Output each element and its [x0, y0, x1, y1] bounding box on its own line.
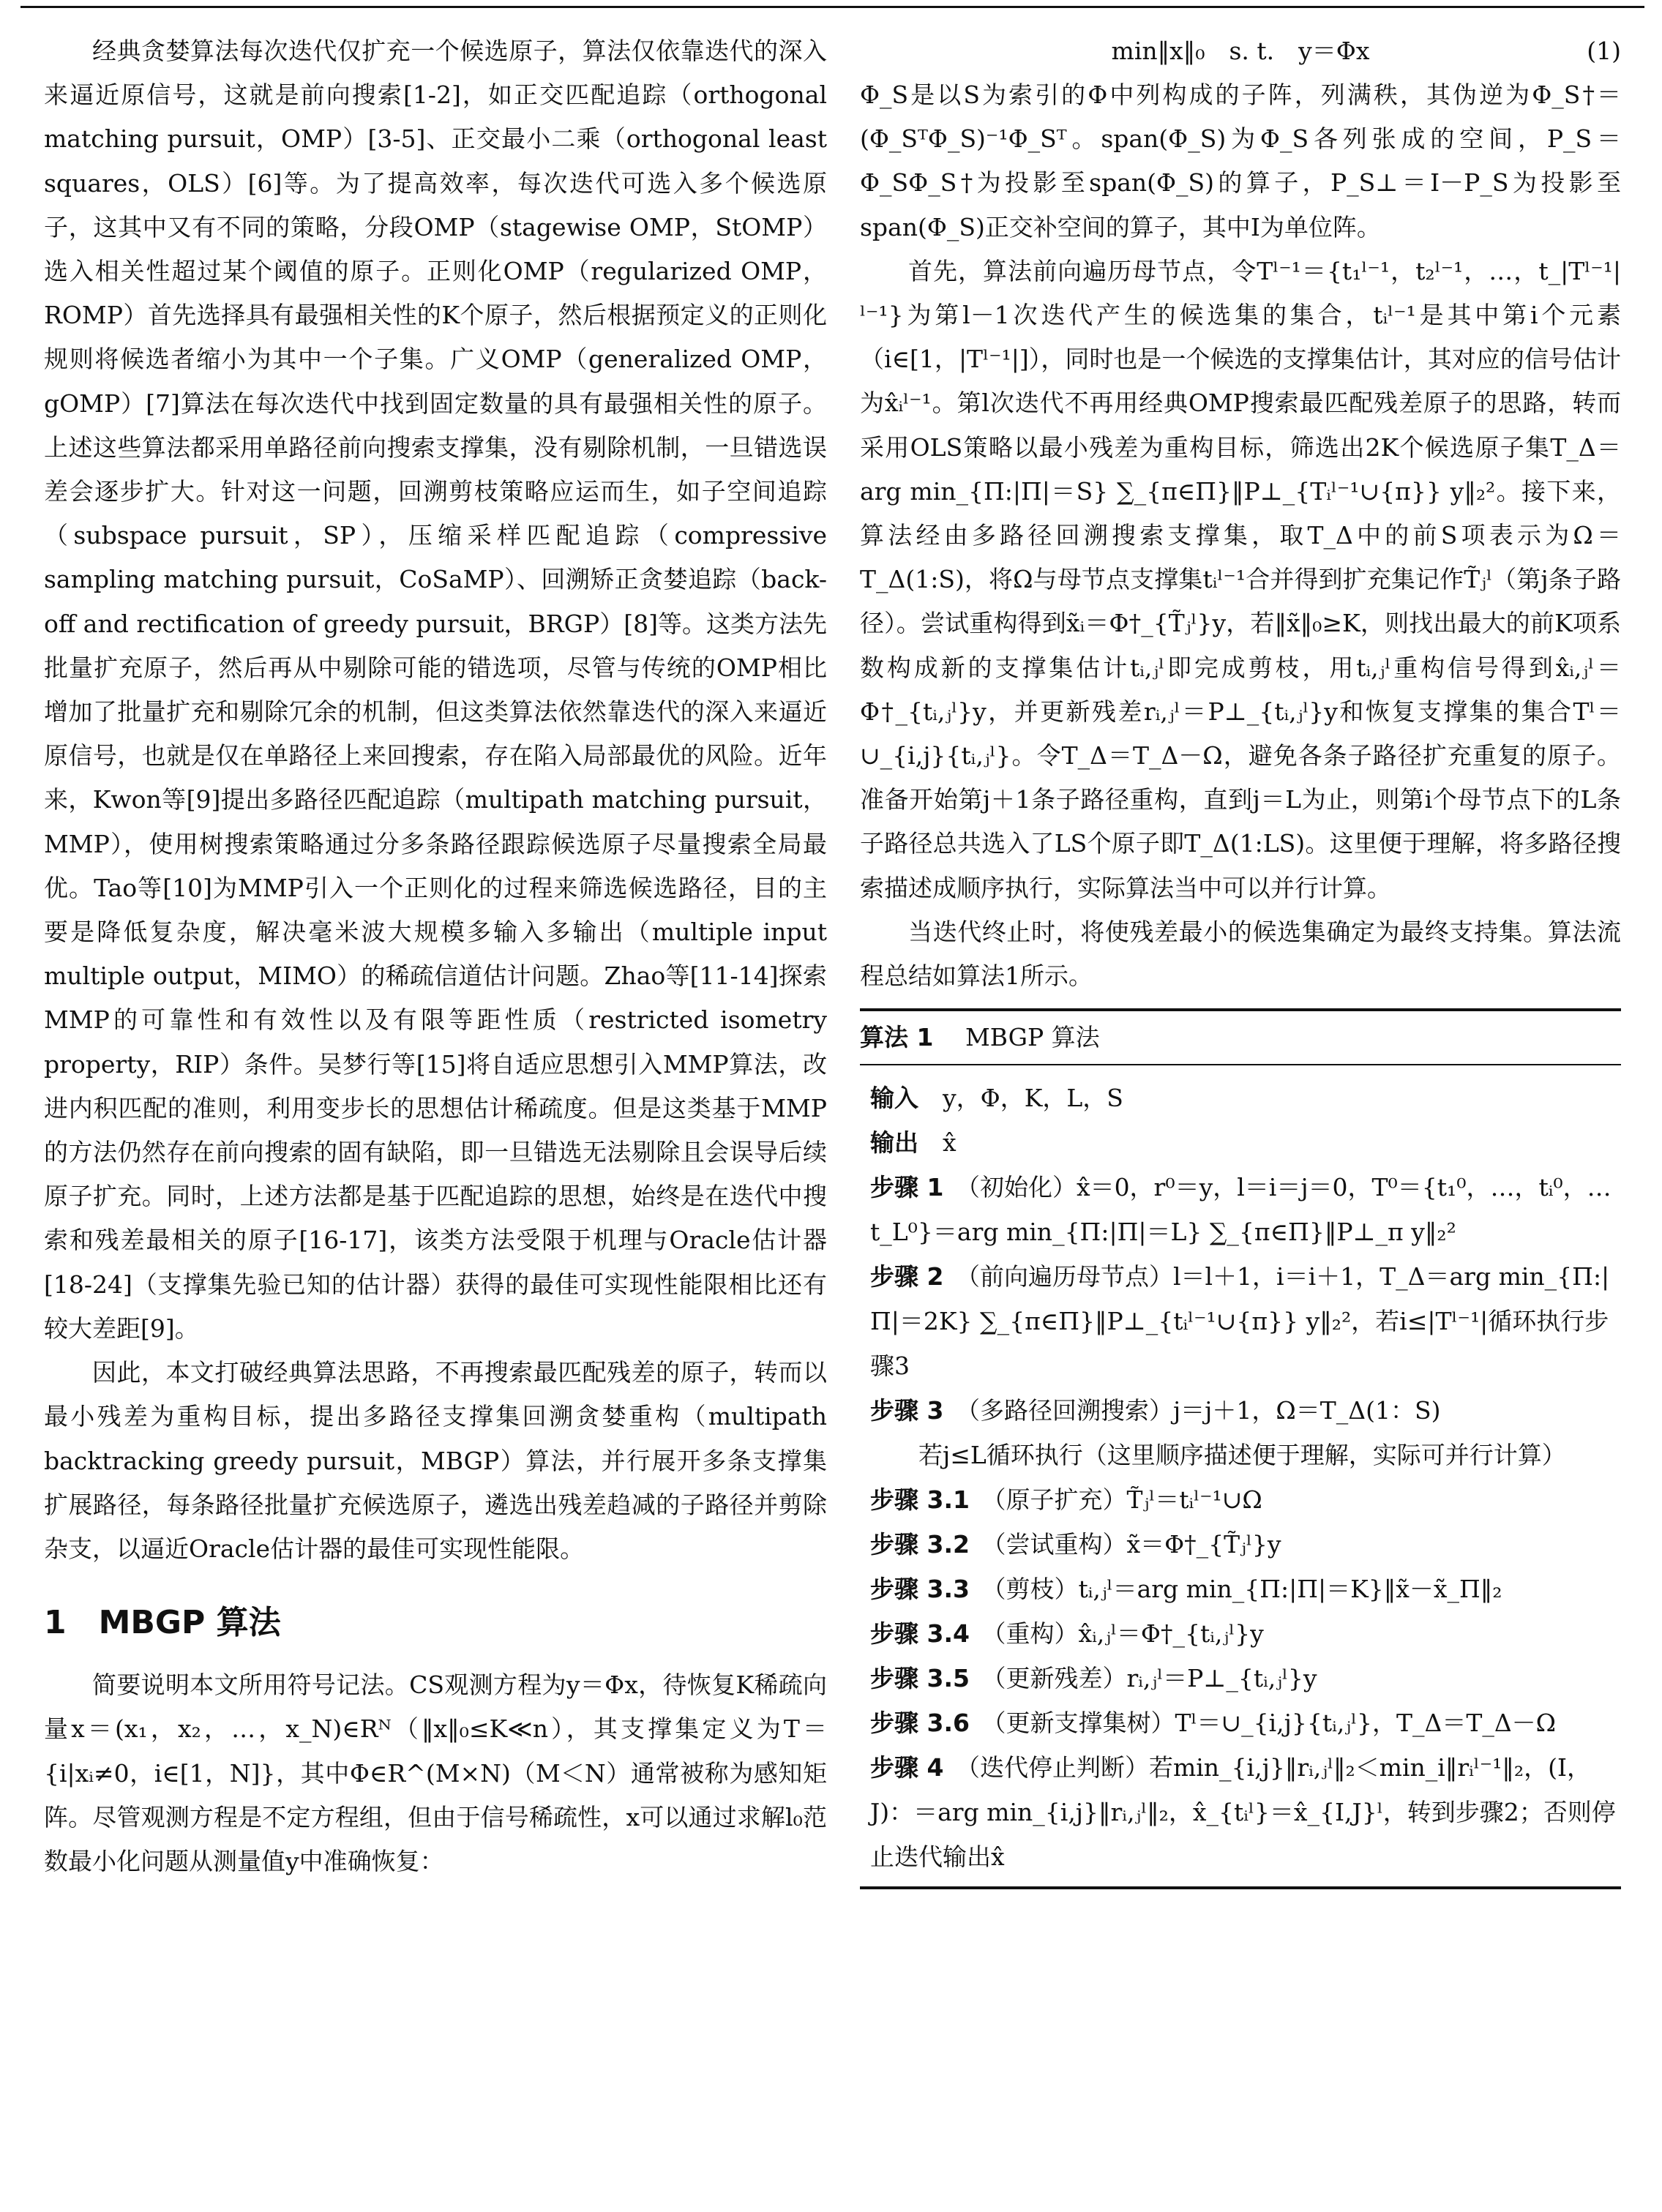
equation-1-number: (1) — [1587, 37, 1621, 65]
paragraph-termination: 当迭代终止时，将使残差最小的候选集确定为最终支持集。算法流程总结如算法1所示。 — [860, 917, 1621, 991]
algorithm-step: 输出 x̂ — [870, 1128, 957, 1158]
paragraph-algorithm-description: 首先，算法前向遍历母节点，令Tˡ⁻¹＝{t₁ˡ⁻¹，t₂ˡ⁻¹，…，t_|Tˡ⁻¹|ˡ⁻¹}为第l－1次迭代产生的候选集的集合，tᵢˡ⁻¹是其中第i个元素（i∈[1，|Tˡ⁻¹|]），同时也是一个候选的支撑集估计，其对应的信号估计为x̂ᵢˡ⁻¹。第l次迭代不再用经典OMP搜索最匹配残差原子的思路，转而采用OLS策略以最小残差为重构目标，筛选出2K个候选原子集T_Δ＝arg min_{Π:|Π|＝S} ∑_{π∈Π}‖P⊥_{Tᵢˡ⁻¹∪{π}} y‖₂²。接下来，算法经由多路径回溯搜索支撑集，取T_Δ中的前S项表示为Ω＝T_Δ(1:S)，将Ω与母节点支撑集tᵢˡ⁻¹合并得到扩充集记作T̃ⱼˡ（第j条子路径）。尝试重构得到x̃ᵢ＝Φ†_{T̃ⱼˡ}y，若‖x̃‖₀≥K，则找出最大的前K项系数构成新的支撑集估计tᵢ,ⱼˡ即完成剪枝，用tᵢ,ⱼˡ重构信号得到x̂ᵢ,ⱼˡ＝Φ†_{tᵢ,ⱼˡ}y，并更新残差rᵢ,ⱼˡ＝P⊥_{tᵢ,ⱼˡ}y和恢复支撑集的集合Tˡ＝∪_{i,j}{tᵢ,ⱼˡ}。令T_Δ＝T_Δ－Ω，避免各条子路径扩充重复的原子。准备开始第j＋1条子路径重构，直到j＝L为止，则第i个母节点下的L条子路径总共选入了LS个原子即T_Δ(1:LS)。这里便于理解，将多路径搜索描述成顺序执行，实际算法当中可以并行计算。 — [860, 256, 1621, 902]
algorithm-step: 步骤 1 （初始化）x̂＝0，r⁰＝y，l＝i＝j＝0，T⁰＝{t₁⁰，…，tᵢ⁰，…t_L⁰}＝arg min_{Π:|Π|＝L} ∑_{π∈Π}‖P⊥_π y‖₂² — [870, 1173, 1612, 1247]
algorithm-name: MBGP 算法 — [965, 1023, 1100, 1052]
algorithm-step: 输入 y，Φ，K，L，S — [870, 1084, 1123, 1113]
paragraph-proposed-mbgp: 因此，本文打破经典算法思路，不再搜索最匹配残差的原子，转而以最小残差为重构目标，提出多路径支撑集回溯贪婪重构（multipath backtracking greedy pursuit，MBGP）算法，并行展开多条支撑集扩展路径，每条路径批量扩充候选原子，遴选出残差趋减的子路径并剪除杂支，以逼近Oracle估计器的最佳可实现性能限。 — [44, 1358, 827, 1563]
algorithm-box-title — [860, 1008, 1621, 1065]
paragraph-notation: 简要说明本文所用符号记法。CS观测方程为y＝Φx，待恢复K稀疏向量x＝(x₁，x₂，…，x_N)∈Rᴺ（‖x‖₀≤K≪n），其支撑集定义为T＝{i|xᵢ≠0，i∈[1，N]}，其中Φ∈R^(M×N)（M＜N）通常被称为感知矩阵。尽管观测方程是不定方程组，但由于信号稀疏性，x可以通过求解l₀范数最小化问题从测量值y中准确恢复： — [44, 1671, 827, 1875]
algorithm-step: 步骤 3.3 （剪枝）tᵢ,ⱼˡ＝arg min_{Π:|Π|＝K}‖x̃－x̃_Π‖₂ — [870, 1575, 1502, 1604]
algorithm-step: 步骤 3.1 （原子扩充）T̃ⱼˡ＝tᵢˡ⁻¹∪Ω — [870, 1485, 1262, 1515]
algorithm-step: 步骤 3.5 （更新残差）rᵢ,ⱼˡ＝P⊥_{tᵢ,ⱼˡ}y — [870, 1664, 1317, 1693]
paragraph-greedy-algorithms: 经典贪婪算法每次迭代仅扩充一个候选原子，算法仅依靠迭代的深入来逼近原信号，这就是前向搜索[1-2]，如正交匹配追踪（orthogonal matching pursuit，OMP）[3-5]、正交最小二乘（orthogonal least squares，OLS）[6]等。为了提高效率，每次迭代可选入多个候选原子，这其中又有不同的策略，分段OMP（stagewise OMP，StOMP）选入相关性超过某个阈值的原子。正则化OMP（regularized OMP，ROMP）首先选择具有最强相关性的K个原子，然后根据预定义的正则化规则将候选者缩小为其中一个子集。广义OMP（generalized OMP，gOMP）[7]算法在每次迭代中找到固定数量的具有最强相关性的原子。上述这些算法都采用单路径前向搜索支撑集，没有剔除机制，一旦错选误差会逐步扩大。针对这一问题，回溯剪枝策略应运而生，如子空间追踪（subspace pursuit，SP），压缩采样匹配追踪（compressive sampling matching pursuit，CoSaMP）、回溯矫正贪婪追踪（back-off and rectification of greedy pursuit，BRGP）[8]等。这类方法先批量扩充原子，然后再从中剔除可能的错选项，尽管与传统的OMP相比增加了批量扩充和剔除冗余的机制，但这类算法依然靠迭代的深入来逼近原信号，也就是仅在单路径上来回搜索，存在陷入局部最优的风险。近年来，Kwon等[9]提出多路径匹配追踪（multipath matching pursuit，MMP），使用树搜索策略通过分多条路径跟踪候选原子尽量搜索全局最优。Tao等[10]为MMP引入一个正则化的过程来筛选候选路径，目的主要是降低复杂度，解决毫米波大规模多输入多输出（multiple input multiple output，MIMO）的稀疏信道估计问题。Zhao等[11-14]探索MMP的可靠性和有效性以及有限等距性质（restricted isometry property，RIP）条件。吴梦行等[15]将自适应思想引入MMP算法，改进内积匹配的准则，利用变步长的思想估计稀疏度。但是这类基于MMP的方法仍然存在前向搜索的固有缺陷，即一旦错选无法剔除且会误导后续原子扩充。同时，上述方法都是基于匹配追踪的思想，始终是在迭代中搜索和残差最相关的原子[16-17]，该类方法受限于机理与Oracle估计器[18-24]（支撑集先验已知的估计器）获得的最佳可实现性能限相比还有较大差距[9]。 — [44, 37, 827, 1343]
algorithm-step: 步骤 2 （前向遍历母节点）l＝l＋1，i＝i＋1，T_Δ＝arg min_{Π:|Π|＝2K} ∑_{π∈Π}‖P⊥_{tᵢˡ⁻¹∪{π}} y‖₂²，若i≤|Tˡ⁻¹|循环执行步骤3 — [870, 1262, 1610, 1381]
equation-1 — [860, 29, 1621, 73]
algorithm-step: 步骤 3.4 （重构）x̂ᵢ,ⱼˡ＝Φ†_{tᵢ,ⱼˡ}y — [870, 1619, 1264, 1649]
top-rule — [20, 6, 1644, 8]
right-column — [860, 29, 1621, 1889]
section-heading: 1 MBGP 算法 — [44, 1604, 281, 1642]
algorithm-step: 步骤 3.6 （更新支撑集树）Tˡ＝∪_{i,j}{tᵢ,ⱼˡ}，T_Δ＝T_Δ－Ω — [870, 1709, 1557, 1738]
algorithm-step: 步骤 3 （多路径回溯搜索）j＝j＋1，Ω＝T_Δ(1：S) — [870, 1396, 1441, 1425]
algorithm-label: 算法 1 — [860, 1023, 934, 1052]
algorithm-body — [860, 1065, 1621, 1889]
left-column — [44, 29, 827, 1883]
algorithm-step: 步骤 4 （迭代停止判断）若min_{i,j}‖rᵢ,ⱼˡ‖₂＜min_i‖rᵢˡ⁻¹‖₂，(I，J)：＝arg min_{i,j}‖rᵢ,ⱼˡ‖₂，x̂_{tᵢˡ}＝x̂_{I,J}ˡ，转到步骤2；否则停止迭代输出x̂ — [870, 1753, 1616, 1872]
equation-1-body: min‖x‖₀ s. t. y＝Φx — [1111, 37, 1370, 65]
paragraph-pseudo-inverse: Φ_S是以S为索引的Φ中列构成的子阵，列满秩，其伪逆为Φ_S†＝(Φ_SᵀΦ_S)⁻¹Φ_Sᵀ。span(Φ_S)为Φ_S各列张成的空间，P_S＝Φ_SΦ_S†为投影至span(Φ_S)的算子，P_S⊥＝I－P_S为投影至span(Φ_S)正交补空间的算子，其中I为单位阵。 — [860, 80, 1621, 241]
algorithm-step: 步骤 3.2 （尝试重构）x̃＝Φ†_{T̃ⱼˡ}y — [870, 1530, 1281, 1559]
algorithm-step: 若j≤L循环执行（这里顺序描述便于理解，实际可并行计算） — [918, 1441, 1566, 1470]
